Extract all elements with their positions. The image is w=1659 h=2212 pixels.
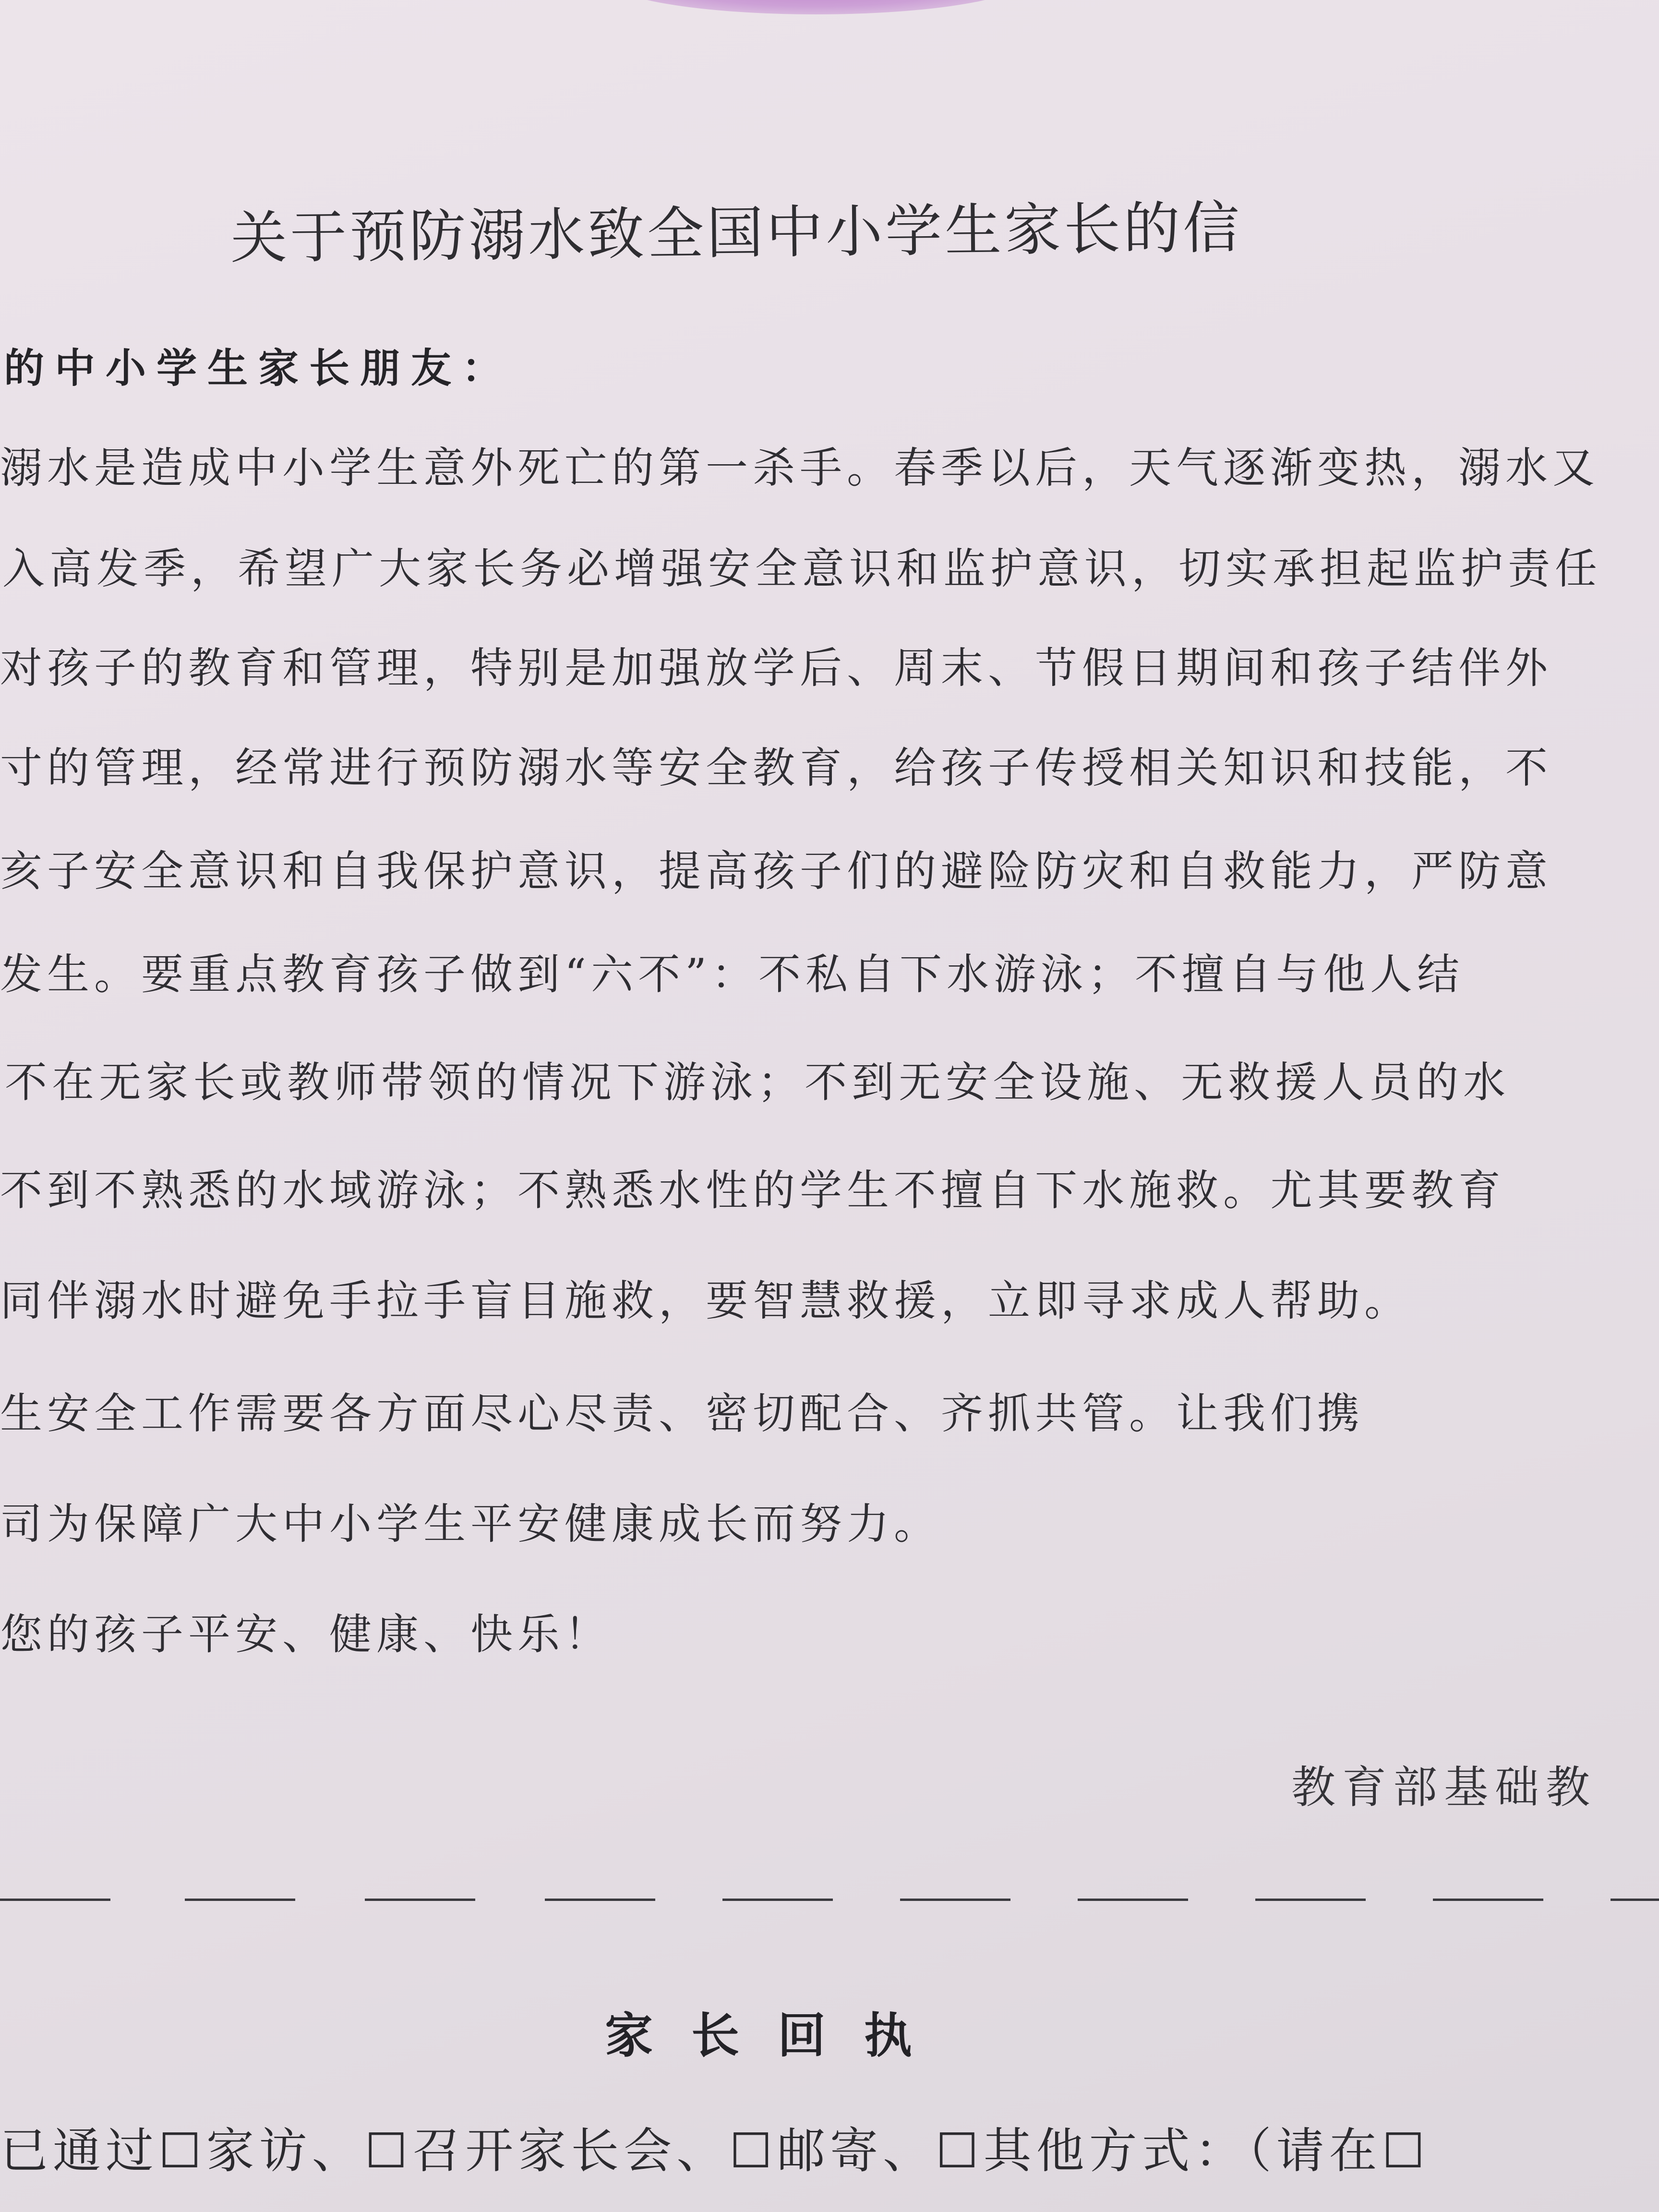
receipt-options-line: 已通过☐家访、☐召开家长会、☐邮寄、☐其他方式：（请在☐ [0, 2123, 1430, 2179]
cut-dash [1611, 1899, 1659, 1901]
body-line-6: 发生。要重点教育孩子做到“六不”：不私自下水游泳；不擅自与他人结 [0, 950, 1464, 999]
body-line-2: 入高发季，希望广大家长务必增强安全意识和监护意识，切实承担起监护责任 [2, 544, 1602, 593]
body-line-4: 寸的管理，经常进行预防溺水等安全教育，给孩子传授相关知识和技能，不 [0, 743, 1553, 793]
salutation: 的中小学生家长朋友： [4, 344, 513, 392]
body-line-7: 不在无家长或教师带领的情况下游泳；不到无安全设施、无救援人员的水 [5, 1058, 1511, 1107]
receipt-title: 家长回执 [605, 2007, 950, 2064]
cut-dash [545, 1899, 655, 1901]
cut-dash [1078, 1899, 1188, 1901]
cut-dash [722, 1899, 833, 1901]
cut-dash [365, 1899, 475, 1901]
body-line-9: 同伴溺水时避免手拉手盲目施救，要智慧救援，立即寻求成人帮助。 [0, 1276, 1412, 1325]
cut-dash [185, 1899, 295, 1901]
cut-dash [900, 1899, 1010, 1901]
cut-dash [1255, 1899, 1366, 1901]
top-stamp-fragment [605, 0, 1027, 14]
body-line-1: 溺水是造成中小学生意外死亡的第一杀手。春季以后，天气逐渐变热，溺水又 [0, 443, 1600, 493]
body-line-5: 亥子安全意识和自我保护意识，提高孩子们的避险防灾和自救能力，严防意 [0, 846, 1553, 896]
body-line-11: 司为保障广大中小学生平安健康成长而努力。 [0, 1499, 941, 1549]
cut-dash [0, 1899, 110, 1901]
body-line-3: 对孩子的教育和管理，特别是加强放学后、周末、节假日期间和孩子结伴外 [0, 643, 1553, 693]
body-line-8: 不到不熟悉的水域游泳；不熟悉水性的学生不擅自下水施救。尤其要教育 [0, 1166, 1506, 1215]
body-line-10: 生安全工作需要各方面尽心尽责、密切配合、齐抓共管。让我们携 [0, 1389, 1365, 1438]
cut-line [0, 1899, 1659, 1918]
cut-dash [1433, 1899, 1543, 1901]
letter-title: 关于预防溺水致全国中小学生家长的信 [230, 194, 1243, 272]
signature: 教育部基础教 [1291, 1762, 1597, 1813]
body-line-12: 您的孩子平安、健康、快乐！ [0, 1610, 612, 1659]
